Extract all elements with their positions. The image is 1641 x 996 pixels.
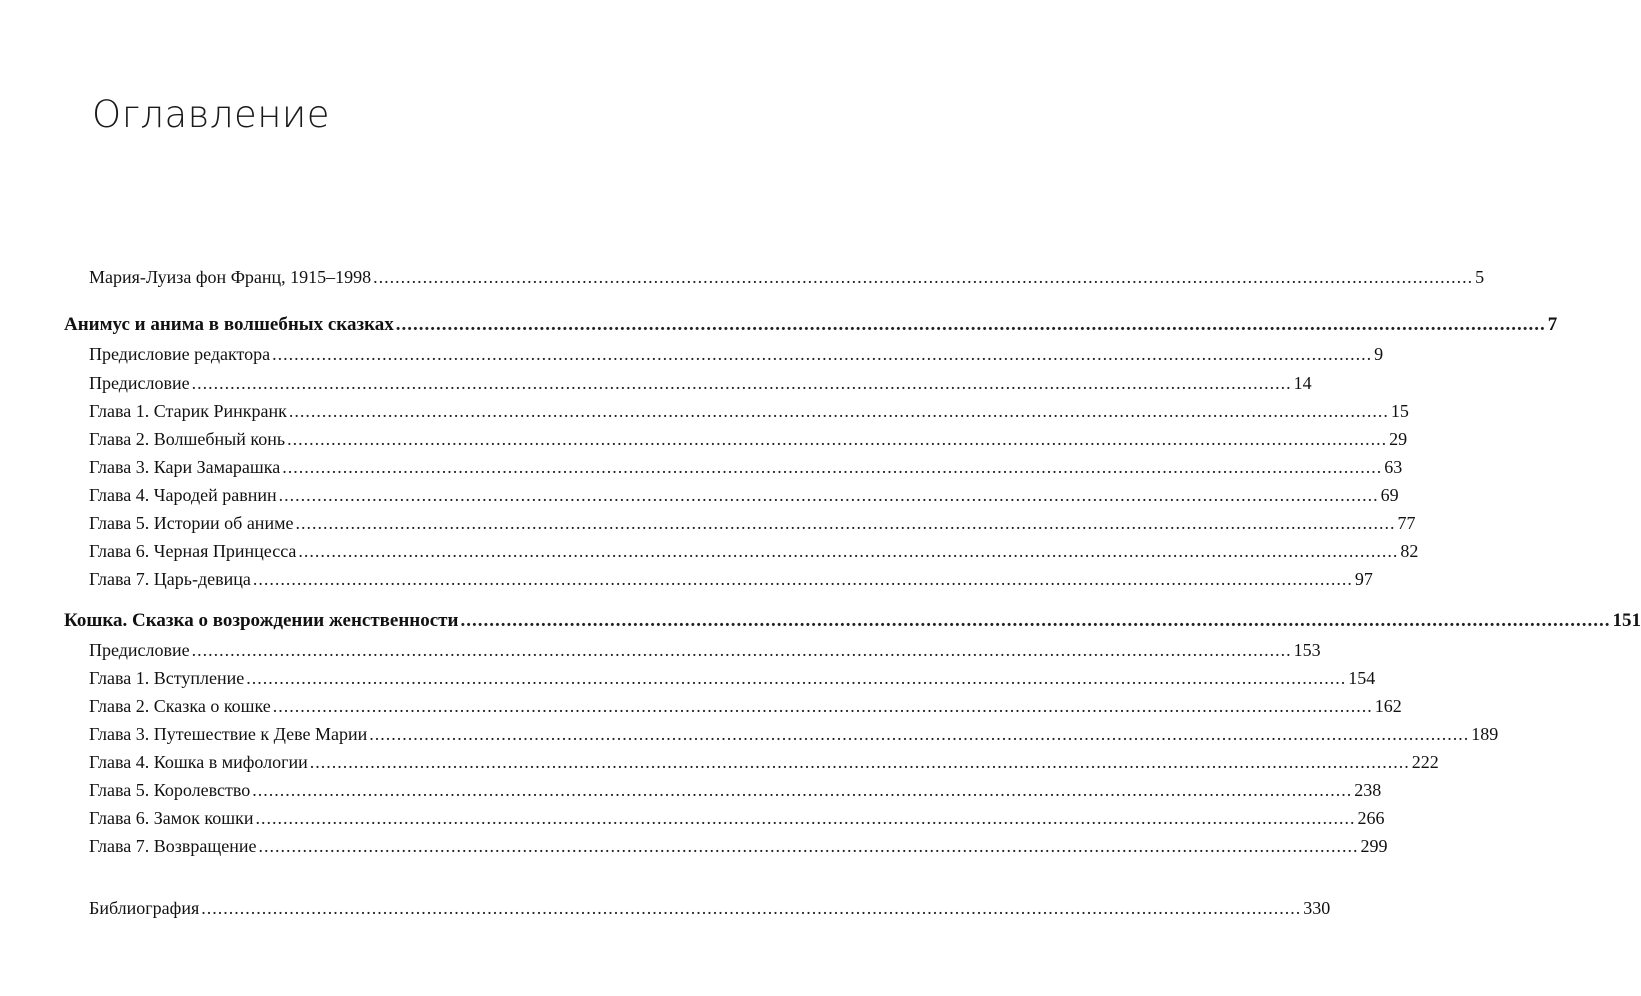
toc-leader-dots: ........................................................................................................................................................................................................: [272, 344, 1373, 364]
toc-leader-dots: ........................................................................................................................................................................................................: [288, 401, 1389, 421]
toc-entry-front[interactable]: [89, 266, 1485, 288]
toc-leader-dots: ........................................................................................................................................................................................................: [255, 808, 1356, 828]
toc-entry-title: Глава 2. Сказка о кошке: [89, 696, 271, 716]
toc-part-2[interactable]: [64, 610, 1641, 632]
toc-entry-page: 330: [1303, 898, 1331, 918]
toc-leader-dots: ........................................................................................................................................................................................................: [278, 485, 1379, 505]
toc-part-1[interactable]: [64, 314, 1558, 336]
toc-leader-dots: ........................................................................................................................................................................................................: [191, 373, 1292, 393]
toc-entry-title: Глава 7. Царь-девица: [89, 569, 251, 589]
toc-entry-title: Глава 5. Истории об аниме: [89, 513, 294, 533]
toc-entry-title: Глава 4. Чародей равнин: [89, 485, 277, 505]
toc-entry[interactable]: [89, 807, 1385, 829]
toc-part-title: Кошка. Сказка о возрождении женственности: [64, 610, 459, 631]
toc-leader-dots: ........................................................................................................................................................................................................: [272, 696, 1373, 716]
toc-leader-dots: ........................................................................................................................................................................................................: [201, 898, 1302, 918]
toc-entry-page: 222: [1411, 752, 1439, 772]
toc-entry-title: Глава 3. Кари Замарашка: [89, 457, 281, 477]
toc-entry-title: Глава 3. Путешествие к Деве Марии: [89, 724, 368, 744]
toc-entry[interactable]: [89, 343, 1384, 365]
toc-entry-title: Глава 6. Черная Принцесса: [89, 541, 297, 561]
toc-entry-back[interactable]: [89, 897, 1331, 919]
toc-entry-page: 5: [1475, 267, 1485, 287]
toc-part-page: 7: [1547, 314, 1558, 335]
toc-entry-title: Предисловие: [89, 640, 190, 660]
toc-leader-dots: ........................................................................................................................................................................................................: [258, 836, 1359, 856]
toc-leader-dots: ........................................................................................................................................................................................................: [395, 314, 1546, 335]
toc-entry-title: Глава 5. Королевство: [89, 780, 251, 800]
toc-entry-title: Глава 4. Кошка в мифологии: [89, 752, 308, 772]
toc-leader-dots: ........................................................................................................................................................................................................: [191, 640, 1292, 660]
toc-entry[interactable]: [89, 456, 1403, 478]
toc-leader-dots: ........................................................................................................................................................................................................: [309, 752, 1410, 772]
toc-entry[interactable]: [89, 639, 1321, 661]
toc-entry[interactable]: [89, 400, 1409, 422]
toc-part-page: 151: [1612, 610, 1641, 631]
toc-entry[interactable]: [89, 835, 1388, 857]
toc-leader-dots: ........................................................................................................................................................................................................: [282, 457, 1383, 477]
toc-entry-page: 153: [1293, 640, 1321, 660]
toc-entry-page: 162: [1374, 696, 1402, 716]
toc-entry-title: Глава 7. Возвращение: [89, 836, 257, 856]
toc-entry[interactable]: [89, 540, 1419, 562]
toc-leader-dots: ........................................................................................................................................................................................................: [252, 569, 1353, 589]
toc-entry-page: 14: [1293, 373, 1312, 393]
toc-leader-dots: ........................................................................................................................................................................................................: [287, 429, 1388, 449]
toc-entry-page: 9: [1374, 344, 1384, 364]
toc-entry-page: 299: [1360, 836, 1388, 856]
toc-leader-dots: ........................................................................................................................................................................................................: [460, 610, 1611, 631]
toc-entry[interactable]: [89, 372, 1312, 394]
toc-entry-page: 154: [1348, 668, 1376, 688]
toc-entry-page: 266: [1357, 808, 1385, 828]
toc-entry-page: 238: [1354, 780, 1382, 800]
toc-entry-title: Предисловие: [89, 373, 190, 393]
toc-leader-dots: ........................................................................................................................................................................................................: [246, 668, 1347, 688]
toc-entry-title: Библиография: [89, 898, 200, 918]
toc-entry-page: 97: [1354, 569, 1373, 589]
toc-entry-page: 77: [1397, 513, 1416, 533]
toc-entry-title: Предисловие редактора: [89, 344, 271, 364]
toc-entry[interactable]: [89, 512, 1416, 534]
toc-leader-dots: ........................................................................................................................................................................................................: [295, 513, 1396, 533]
toc-leader-dots: ........................................................................................................................................................................................................: [298, 541, 1399, 561]
toc-part-title: Анимус и анима в волшебных сказках: [64, 314, 394, 335]
toc-entry[interactable]: [89, 695, 1402, 717]
toc-entry-title: Глава 2. Волшебный конь: [89, 429, 286, 449]
page-title: Оглавление: [92, 93, 331, 136]
toc-entry-page: 189: [1471, 724, 1499, 744]
toc-entry[interactable]: [89, 667, 1376, 689]
toc-entry[interactable]: [89, 723, 1499, 745]
toc-entry-page: 82: [1400, 541, 1419, 561]
toc-entry[interactable]: [89, 428, 1408, 450]
toc-entry[interactable]: [89, 568, 1373, 590]
toc-entry-page: 63: [1384, 457, 1403, 477]
toc-entry[interactable]: [89, 751, 1439, 773]
toc-leader-dots: ........................................................................................................................................................................................................: [252, 780, 1353, 800]
toc-entry-title: Глава 1. Вступление: [89, 668, 245, 688]
toc-leader-dots: ........................................................................................................................................................................................................: [369, 724, 1470, 744]
toc-entry[interactable]: [89, 779, 1382, 801]
toc-entry[interactable]: [89, 484, 1399, 506]
toc-entry-page: 29: [1389, 429, 1408, 449]
toc-entry-page: 15: [1390, 401, 1409, 421]
toc-entry-title: Глава 1. Старик Ринкранк: [89, 401, 287, 421]
toc-entry-title: Глава 6. Замок кошки: [89, 808, 254, 828]
toc-entry-page: 69: [1380, 485, 1399, 505]
toc-entry-title: Мария-Луиза фон Франц, 1915–1998: [89, 267, 372, 287]
toc-leader-dots: ........................................................................................................................................................................................................: [373, 267, 1474, 287]
